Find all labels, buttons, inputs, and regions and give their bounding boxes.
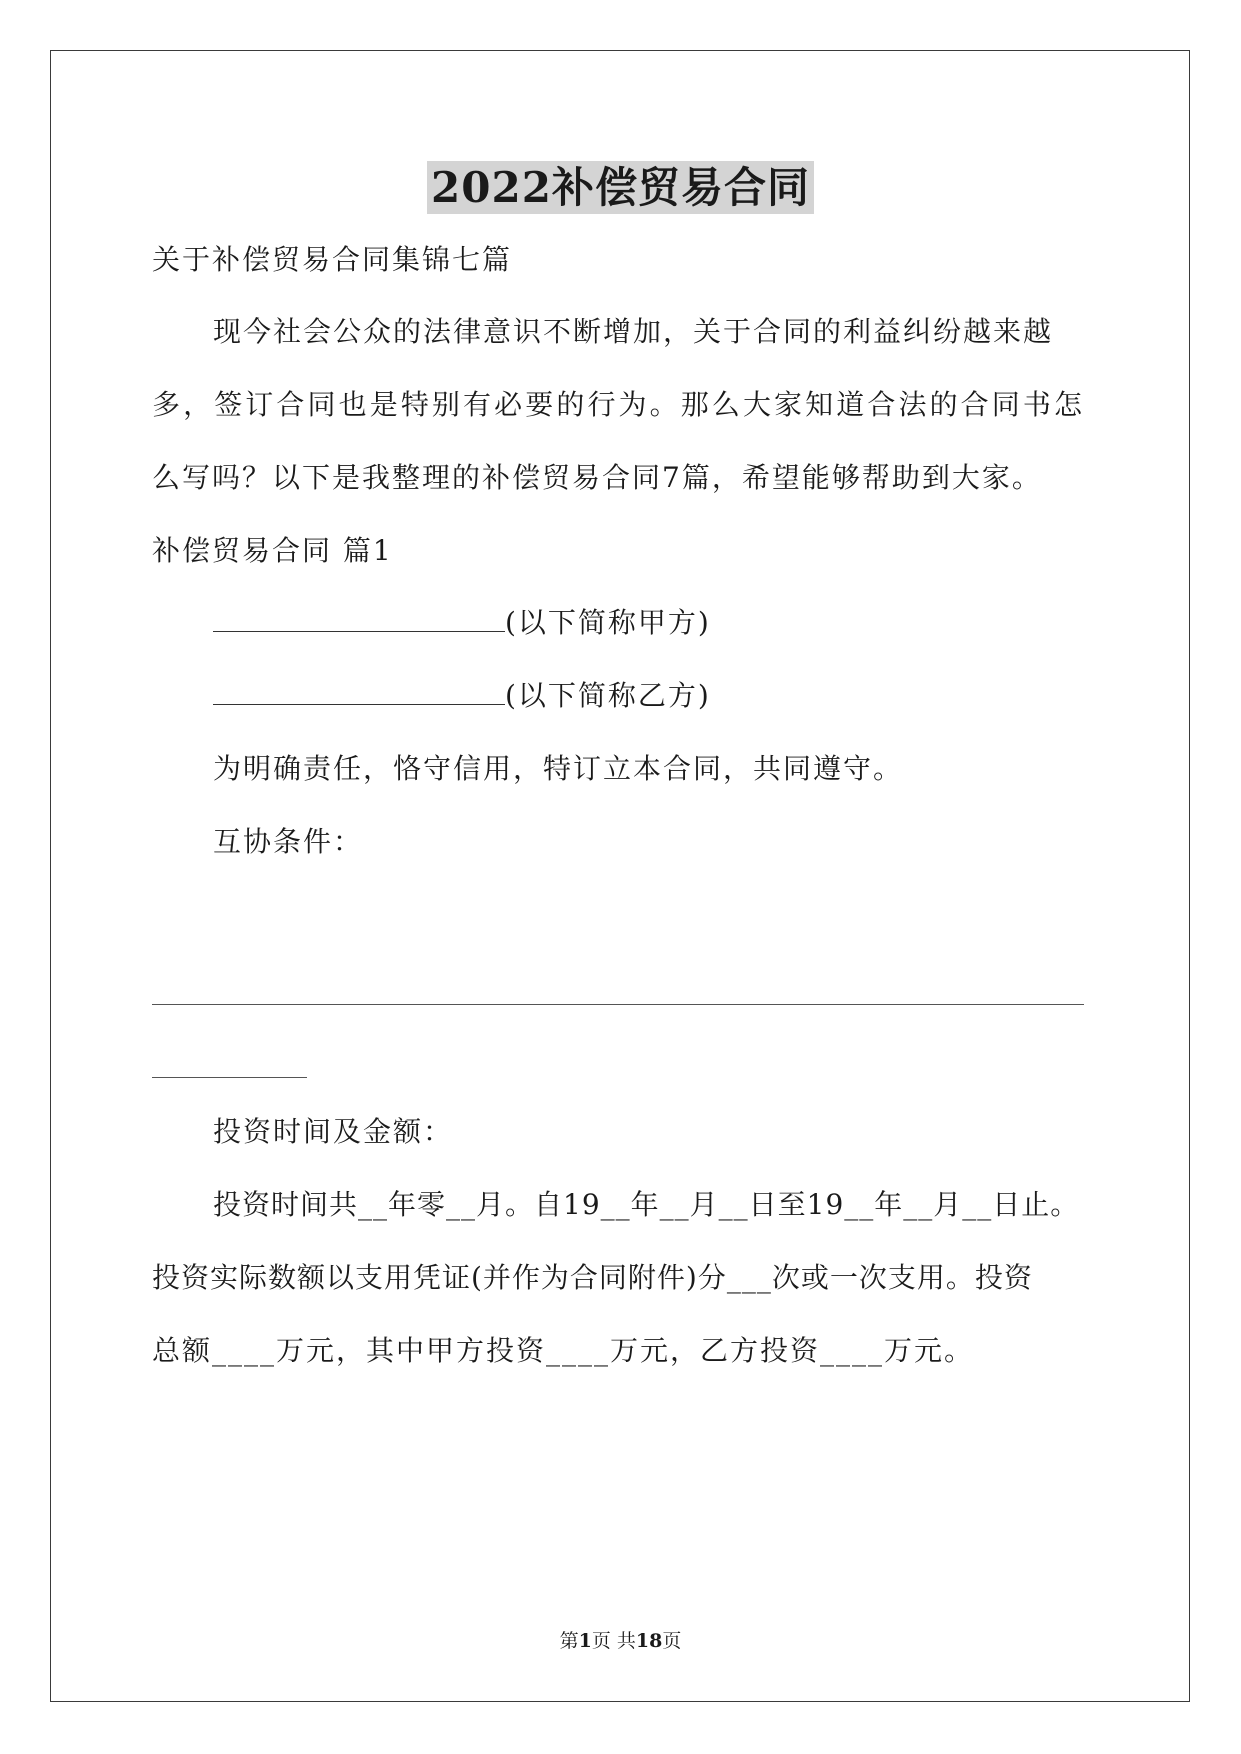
section-heading: 补偿贸易合同 篇1 bbox=[152, 534, 393, 567]
party-a-line bbox=[213, 603, 711, 643]
intro-line-1: 现今社会公众的法律意识不断增加，关于合同的利益纠纷越来越 bbox=[213, 315, 1054, 348]
document-subtitle: 关于补偿贸易合同集锦七篇 bbox=[152, 243, 513, 276]
party-b-blank bbox=[213, 676, 505, 705]
conditions-blank-line-1 bbox=[152, 1004, 1084, 1005]
party-a-label: (以下简称甲方) bbox=[505, 606, 711, 639]
conditions-blank-line-2 bbox=[152, 1077, 307, 1078]
investment-line-3: 总额____万元，其中甲方投资____万元，乙方投资____万元。 bbox=[152, 1334, 975, 1367]
footer-page-suffix: 页 bbox=[662, 1630, 682, 1652]
intro-line-3: 么写吗？以下是我整理的补偿贸易合同7篇，希望能够帮助到大家。 bbox=[152, 461, 1042, 494]
footer-page-prefix: 第 bbox=[559, 1630, 579, 1652]
investment-line-2: 投资实际数额以支用凭证(并作为合同附件)分___次或一次支用。投资 bbox=[152, 1261, 1033, 1294]
party-b-label: (以下简称乙方) bbox=[505, 679, 711, 712]
document-title bbox=[0, 158, 1241, 218]
investment-label: 投资时间及金额： bbox=[213, 1115, 454, 1148]
conditions-label: 互协条件： bbox=[213, 825, 364, 858]
footer-page-total: 18 bbox=[635, 1630, 663, 1652]
document-title-text: 2022补偿贸易合同 bbox=[427, 161, 814, 214]
footer-page-current: 1 bbox=[578, 1630, 592, 1652]
intro-line-2: 多，签订合同也是特别有必要的行为。那么大家知道合法的合同书怎 bbox=[152, 388, 1084, 421]
page-footer bbox=[0, 1628, 1241, 1654]
preamble: 为明确责任，恪守信用，特订立本合同，共同遵守。 bbox=[213, 752, 904, 785]
party-b-line bbox=[213, 676, 711, 716]
party-a-blank bbox=[213, 603, 505, 632]
investment-line-1: 投资时间共__年零__月。自19__年__月__日至19__年__月__日止。 bbox=[213, 1188, 1080, 1221]
page-border bbox=[50, 50, 1190, 1702]
footer-page-mid: 页 共 bbox=[591, 1630, 636, 1652]
